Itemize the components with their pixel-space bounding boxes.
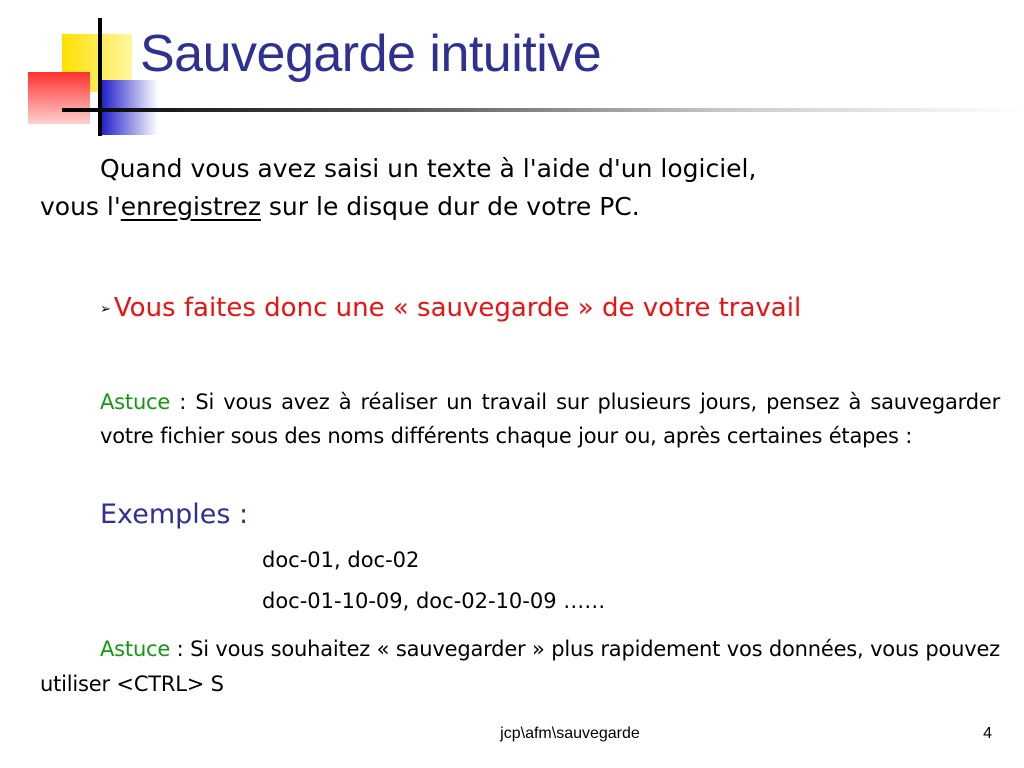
- underlined-term: enregistrez: [120, 192, 261, 221]
- intro-paragraph: [40, 150, 1000, 226]
- tip-label: Astuce: [100, 637, 171, 661]
- examples-heading: Exemples :: [100, 499, 249, 530]
- slide-title: Sauvegarde intuitive: [140, 25, 602, 83]
- key-point-bullet: [100, 290, 801, 328]
- title-divider: [62, 108, 1024, 112]
- intro-line-2-start: vous l': [40, 192, 121, 221]
- tip-paragraph-1: [100, 385, 1000, 453]
- page-number: 4: [983, 725, 992, 742]
- footer-path: jcp\afm\sauvegarde: [500, 725, 640, 742]
- example-item: doc-01-10-09, doc-02-10-09 ……: [262, 589, 606, 613]
- key-point-text: Vous faites donc une « sauvegarde » de votre travail: [113, 293, 802, 323]
- arrowhead-bullet-icon: ➢: [100, 302, 111, 317]
- intro-line-2-end: sur le disque dur de votre PC.: [260, 192, 640, 221]
- tip-text: : Si vous avez à réaliser un travail sur plusieurs jours, pensez à sauvegarder votre fichier sous des noms différents chaque jour ou, après certaines étapes :: [100, 390, 1000, 448]
- tip-text: : Si vous souhaitez « sauvegarder » plus rapidement vos données, vous pouvez utiliser <CTRL> S: [40, 637, 1000, 696]
- tip-label: Astuce: [100, 390, 171, 414]
- example-item: doc-01, doc-02: [262, 548, 420, 572]
- intro-line-1: Quand vous avez saisi un texte à l'aide d'un logiciel,: [100, 154, 757, 183]
- tip-paragraph-2: [40, 632, 1000, 702]
